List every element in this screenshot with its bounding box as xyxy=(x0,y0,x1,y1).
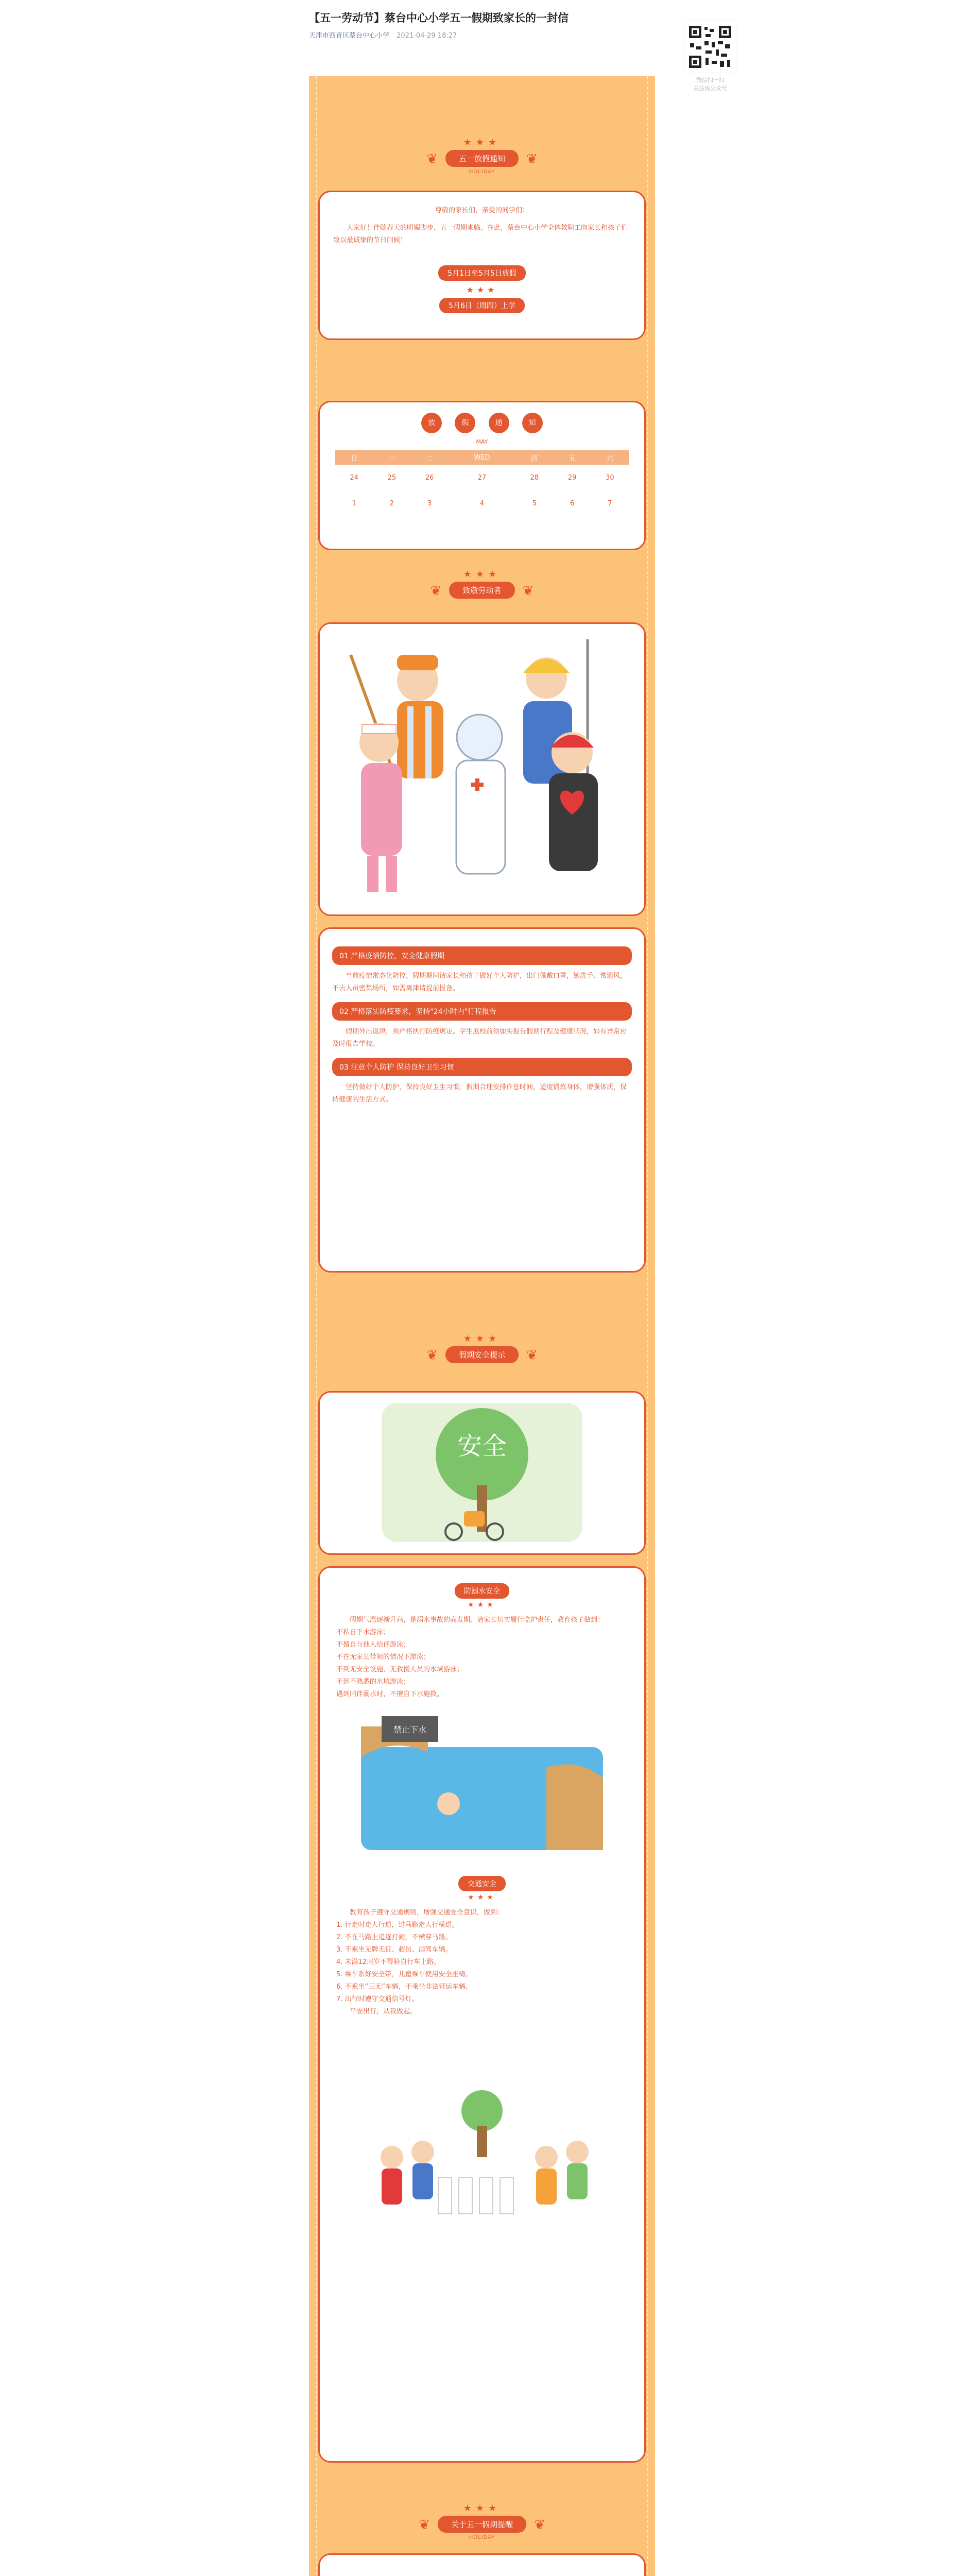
traffic-item: 3. 不乘坐无牌无证、超员、酒驾车辆。 xyxy=(336,1946,452,1954)
article-header xyxy=(309,10,659,40)
stars-icon: ★★★ xyxy=(463,137,501,148)
section-4-pill: 关于五一假期提醒 xyxy=(438,2516,526,2533)
safety-text-card xyxy=(318,1566,646,2463)
section-paragraph: 当前疫情常态化防控，假期期间请家长和孩子做好个人防护，出门佩戴口罩，勤洗手、常通风，不去人员密集场所，如需离津请提前报备。 xyxy=(332,972,627,992)
section-1-title xyxy=(309,137,655,175)
traffic-item: 4. 未满12周岁不得骑自行车上路。 xyxy=(336,1958,441,1966)
wheat-icon: ❦ xyxy=(526,151,538,167)
calendar-day: 29 xyxy=(567,473,577,482)
publish-date: 2021-04-29 18:27 xyxy=(397,32,457,40)
section-1-pill: 五一放假通知 xyxy=(445,150,519,167)
rule-item: 不私自下水游泳； xyxy=(336,1629,390,1636)
stars-icon: ★★★ xyxy=(463,2503,501,2514)
stars-icon: ★★★ xyxy=(463,1333,501,1344)
calendar-header: 六 xyxy=(591,450,629,465)
calendar-char: 放 xyxy=(421,413,442,433)
section-3-title xyxy=(309,1333,655,1363)
section-1-sub: HOLIDAY xyxy=(469,169,495,175)
calendar-card xyxy=(318,401,646,550)
section-heading: 03 注意个人防护 保持良好卫生习惯 xyxy=(332,1058,632,1076)
wheat-icon: ❦ xyxy=(526,1347,538,1363)
traffic-item: 7. 出行时遵守交通信号灯。 xyxy=(336,1995,419,2003)
poster xyxy=(309,76,655,2576)
traffic-item: 5. 乘车系好安全带，儿童乘车使用安全座椅。 xyxy=(336,1971,472,1978)
stars-icon: ★★★ xyxy=(466,285,498,295)
calendar-day: 2 xyxy=(389,499,394,507)
traffic-heading: 交通安全 xyxy=(458,1876,506,1891)
account-link[interactable]: 天津市西青区蔡台中心小学 xyxy=(309,32,390,40)
calendar-day: 3 xyxy=(427,499,432,507)
calendar-title xyxy=(335,413,629,433)
section-4-sub: HOLIDAY xyxy=(469,2535,495,2540)
qr-caption-1: 微信扫一扫 xyxy=(696,77,725,83)
calendar-day: 25 xyxy=(387,473,397,482)
rule-item: 不到无安全设施、无救援人员的水域游泳； xyxy=(336,1666,464,1673)
safety-image-card xyxy=(318,1391,646,1555)
calendar-table xyxy=(335,450,629,516)
family-image-card xyxy=(318,2553,646,2576)
qr-panel xyxy=(680,21,741,93)
calendar-char: 通 xyxy=(489,413,509,433)
drowning-intro: 假期气温逐渐升高，是溺水事故的高发期。请家长切实履行监护责任，教育孩子做到： xyxy=(350,1616,605,1624)
drowning-heading: 防溺水安全 xyxy=(455,1583,509,1599)
calendar-header: 四 xyxy=(515,450,553,465)
safety-word: 安全 xyxy=(457,1432,507,1461)
qr-code-icon xyxy=(684,21,736,73)
greeting: 尊敬的家长们，亲爱的同学们： xyxy=(435,207,529,214)
workers-illustration xyxy=(320,624,644,914)
family-reading-illustration xyxy=(320,2555,644,2576)
section-paragraph: 坚持做好个人防护，保持良好卫生习惯。假期合理安排作息时间，适度锻炼身体，增强体质，保持健康的生活方式。 xyxy=(332,1083,627,1104)
calendar-month: MAY xyxy=(476,438,488,445)
section-paragraph: 假期外出返津，须严格执行防疫规定。学生返校前须如实报告假期行程及健康状况，如有异常应及时报告学校。 xyxy=(332,1028,627,1048)
rule-item: 不擅自与他人结伴游泳； xyxy=(336,1641,410,1649)
calendar-day: 24 xyxy=(350,473,358,482)
wheat-icon: ❦ xyxy=(522,583,534,599)
wheat-icon: ❦ xyxy=(430,583,442,599)
calendar-char: 假 xyxy=(455,413,475,433)
section-4-title xyxy=(309,2503,655,2540)
calendar-header: WED xyxy=(449,450,516,465)
stars-icon: ★★★ xyxy=(463,569,501,580)
calendar-day: 26 xyxy=(425,473,434,482)
stars-icon: ★★★ xyxy=(468,1893,496,1902)
safety-illustration xyxy=(320,1393,644,1553)
calendar-day: 27 xyxy=(477,473,487,482)
section-heading: 01 严格疫情防控，安全健康假期 xyxy=(332,946,632,965)
traffic-item: 2. 不在马路上追逐打闹，不横穿马路。 xyxy=(336,1934,452,1941)
calendar-header: 一 xyxy=(373,450,410,465)
calendar-header: 五 xyxy=(553,450,591,465)
traffic-intro: 教育孩子遵守交通规则，增强交通安全意识，做到： xyxy=(350,1909,504,1917)
wheat-icon: ❦ xyxy=(534,2517,545,2533)
wheat-icon: ❦ xyxy=(426,1347,438,1363)
notice-body: 大家好！伴随春天的明媚脚步，五一假期来临。在此，蔡台中心小学全体教职工向家长和孩子们致以最诚挚的节日问候！ xyxy=(333,224,628,244)
traffic-closing: 平安出行，从我做起。 xyxy=(350,2008,417,2015)
article-title: 【五一劳动节】蔡台中心小学五一假期致家长的一封信 xyxy=(309,12,569,24)
section-3-pill: 假期安全提示 xyxy=(445,1346,519,1363)
stars-icon: ★★★ xyxy=(468,1601,496,1609)
calendar-day: 4 xyxy=(479,499,485,507)
holiday-dates: 5月1日至5月5日放假 xyxy=(438,265,526,281)
calendar-day: 30 xyxy=(606,473,614,482)
section-2-pill: 致敬劳动者 xyxy=(449,582,514,599)
calendar-day: 7 xyxy=(608,499,612,507)
rule-item: 不在无家长带领的情况下游泳； xyxy=(336,1653,431,1661)
calendar-char: 知 xyxy=(522,413,543,433)
epidemic-card xyxy=(318,927,646,1273)
section-2-title xyxy=(309,569,655,599)
traffic-item: 1. 行走时走人行道，过马路走人行横道。 xyxy=(336,1921,459,1929)
rule-item: 遇到同伴溺水时，不擅自下水施救。 xyxy=(336,1690,444,1698)
calendar-day: 6 xyxy=(570,499,575,507)
drowning-illustration xyxy=(361,1716,603,1855)
sign-text: 禁止下水 xyxy=(393,1725,427,1735)
calendar-header: 日 xyxy=(335,450,373,465)
notice-card xyxy=(318,191,646,340)
calendar-day: 28 xyxy=(530,473,539,482)
calendar-day: 5 xyxy=(532,499,537,507)
crosswalk-illustration xyxy=(361,2080,603,2224)
school-resume-date: 5月6日（周四）上学 xyxy=(439,298,525,313)
rule-item: 不到不熟悉的水域游泳； xyxy=(336,1678,410,1686)
calendar-day: 1 xyxy=(352,499,356,507)
workers-card xyxy=(318,622,646,916)
wheat-icon: ❦ xyxy=(426,151,438,167)
wheat-icon: ❦ xyxy=(419,2517,430,2533)
article-meta xyxy=(309,30,659,40)
calendar-header: 二 xyxy=(410,450,448,465)
traffic-item: 6. 不乘坐“三无”车辆，不乘坐非法营运车辆。 xyxy=(336,1983,473,1991)
qr-caption-2: 关注该公众号 xyxy=(693,85,727,92)
section-heading: 02 严格落实防疫要求，坚持"24小时内"行程报告 xyxy=(332,1002,632,1021)
